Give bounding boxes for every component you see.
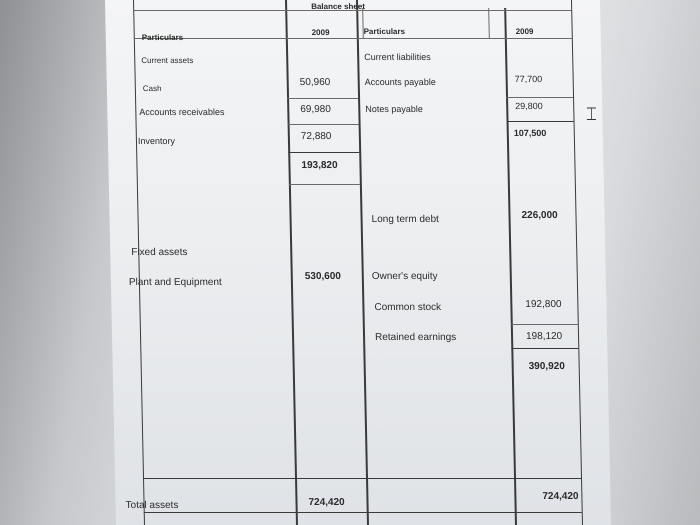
owners-equity-label: Owner's equity [371,271,438,282]
table-border-left [133,0,145,525]
accounts-payable-value: 77,700 [514,74,543,84]
row-line-common-stock [511,324,578,325]
text-cursor-icon: ⌶ [586,104,597,125]
current-assets-total: 193,820 [301,160,338,171]
header-divider [488,8,490,38]
column-divider-right-year [504,8,517,525]
row-line-ap [506,97,573,98]
total-assets-label: Total assets [125,500,179,511]
retained-earnings-value: 198,120 [525,331,563,342]
row-line-ar [288,124,359,125]
column-divider-left-year [285,0,298,525]
row-line-total-top [143,478,581,479]
row-line-total-bottom [144,512,582,513]
table-border-right [571,0,583,525]
retained-earnings-label: Retained earnings [374,332,457,343]
left-particulars-header: Particulars [141,33,184,42]
accounts-receivables-value: 69,980 [300,104,332,115]
cash-label: Cash [142,84,162,93]
row-line-current-total [289,184,360,185]
fixed-assets-label: Fixed assets [131,247,188,258]
owners-equity-total: 390,920 [528,361,565,372]
current-liabilities-total: 107,500 [513,128,547,138]
current-liabilities-label: Current liabilities [364,52,431,62]
long-term-debt-value: 226,000 [521,210,558,221]
row-line-cash [287,98,358,99]
current-assets-label: Current assets [141,56,194,65]
balance-sheet-table [105,0,611,525]
cash-value: 50,960 [299,77,331,88]
plant-equipment-value: 530,600 [304,271,342,282]
right-year-header: 2009 [515,27,534,36]
accounts-payable-label: Accounts payable [364,77,436,87]
notes-payable-label: Notes payable [365,104,423,114]
accounts-receivables-label: Accounts receivables [139,107,225,117]
common-stock-label: Common stock [374,302,442,313]
total-liabilities-equity-value: 724,420 [542,491,579,502]
inventory-value: 72,880 [300,131,332,142]
long-term-debt-label: Long term debt [371,214,439,225]
common-stock-value: 192,800 [525,299,562,310]
row-line-retained [511,348,578,349]
row-line-inventory [288,152,359,153]
row-line-np [507,121,574,122]
total-assets-value: 724,420 [308,497,345,508]
right-particulars-header: Particulars [363,27,406,36]
sheet-title: Balance sheet [311,2,366,11]
row-line-header [134,38,572,39]
plant-equipment-label: Plant and Equipment [128,277,222,288]
left-year-header: 2009 [311,28,330,37]
inventory-label: Inventory [137,136,176,146]
notes-payable-value: 29,800 [515,101,543,111]
